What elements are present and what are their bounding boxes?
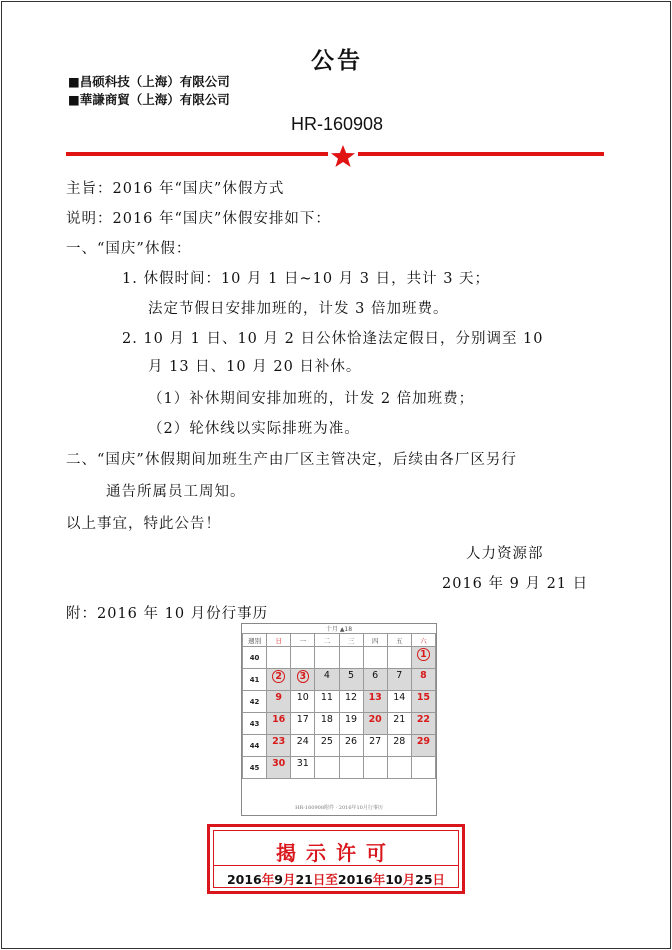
issue-date: 2016 年 9 月 21 日	[442, 576, 589, 592]
calendar-day: 16	[267, 713, 291, 735]
item-1-line-a: 1. 休假时间：10 月 1 日~10 月 3 日，共计 3 天；	[122, 271, 491, 287]
calendar-day: 2	[267, 669, 291, 691]
week-number: 40	[243, 647, 267, 669]
item-1-line-b: 法定节假日安排加班的，计发 3 倍加班费。	[148, 301, 449, 317]
calendar-day	[363, 757, 387, 779]
stamp-title: 揭示许可	[276, 841, 396, 865]
calendar-day: 24	[291, 735, 315, 757]
calendar-week-row	[243, 757, 436, 779]
calendar-day	[387, 647, 411, 669]
calendar-day: 10	[291, 691, 315, 713]
calendar-header-sun: 日	[267, 634, 291, 647]
company-name-2: ■華謙商貿（上海）有限公司	[68, 92, 230, 107]
calendar-day: 17	[291, 713, 315, 735]
calendar-day: 21	[387, 713, 411, 735]
explain-line: 说明：2016 年“国庆”休假安排如下：	[66, 211, 331, 227]
calendar-week-row	[243, 691, 436, 713]
calendar-day	[339, 647, 363, 669]
section-2-line-b: 通告所属员工周知。	[106, 484, 246, 500]
red-rule-right	[358, 152, 604, 156]
stamp-inner-border	[213, 830, 459, 888]
calendar-day: 19	[339, 713, 363, 735]
calendar-day: 26	[339, 735, 363, 757]
calendar-day: 8	[411, 669, 435, 691]
calendar-day: 31	[291, 757, 315, 779]
section-2-line-a: 二、“国庆”休假期间加班生产由厂区主管决定，后续由各厂区另行	[66, 452, 517, 468]
week-number: 43	[243, 713, 267, 735]
calendar-day	[363, 647, 387, 669]
item-2-line-b: 月 13 日、10 月 20 日补休。	[148, 359, 362, 375]
subject-line: 主旨：2016 年“国庆”休假方式	[66, 181, 285, 197]
calendar-day: 11	[315, 691, 339, 713]
week-number: 45	[243, 757, 267, 779]
notice-page	[1, 1, 671, 949]
calendar-day: 28	[387, 735, 411, 757]
document-number: HR-160908	[290, 114, 384, 134]
calendar-header-thu: 四	[363, 634, 387, 647]
posting-permit-stamp	[207, 824, 465, 894]
stamp-date-range: 2016年9月21日至2016年10月25日	[226, 872, 446, 887]
calendar-table	[242, 624, 436, 779]
calendar-day	[291, 647, 315, 669]
calendar-week-row	[243, 647, 436, 669]
calendar-day: 18	[315, 713, 339, 735]
red-star-icon	[329, 144, 357, 168]
calendar-footer: HR-160908附件 · 2016年10月行事历	[295, 805, 383, 811]
calendar-header-week: 週別	[243, 634, 267, 647]
calendar-header-fri: 五	[387, 634, 411, 647]
calendar-header-sat: 六	[411, 634, 435, 647]
calendar-day: 30	[267, 757, 291, 779]
calendar-day: 23	[267, 735, 291, 757]
calendar-day: 15	[411, 691, 435, 713]
calendar-day: 22	[411, 713, 435, 735]
calendar-day	[267, 647, 291, 669]
calendar-week-row	[243, 669, 436, 691]
week-number: 42	[243, 691, 267, 713]
attachment-line: 附：2016 年 10 月份行事历	[66, 606, 269, 622]
section-1-heading: 一、“国庆”休假：	[66, 241, 192, 257]
calendar-day: 6	[363, 669, 387, 691]
calendar-day: 13	[363, 691, 387, 713]
calendar-day: 7	[387, 669, 411, 691]
calendar-day: 29	[411, 735, 435, 757]
calendar-day	[315, 757, 339, 779]
calendar-week-row	[243, 713, 436, 735]
calendar-day: 9	[267, 691, 291, 713]
closing-line: 以上事宜，特此公告！	[66, 516, 221, 532]
week-number: 44	[243, 735, 267, 757]
company-name-1: ■昌硕科技（上海）有限公司	[68, 74, 230, 89]
red-rule-left	[66, 152, 328, 156]
item-2-line-a: 2. 10 月 1 日、10 月 2 日公休恰逢法定假日，分别调至 10	[122, 331, 544, 347]
calendar-day: 4	[315, 669, 339, 691]
calendar-week-row	[243, 735, 436, 757]
calendar-day	[411, 757, 435, 779]
calendar-month-label: 十月 ▲18	[325, 626, 353, 633]
page-title: 公告	[311, 48, 363, 74]
calendar-header-tue: 二	[315, 634, 339, 647]
calendar-day: 5	[339, 669, 363, 691]
calendar-day: 1	[411, 647, 435, 669]
calendar-day: 27	[363, 735, 387, 757]
calendar-day	[339, 757, 363, 779]
calendar-day: 20	[363, 713, 387, 735]
october-calendar	[241, 623, 437, 816]
issuing-department: 人力资源部	[466, 546, 544, 562]
calendar-day: 25	[315, 735, 339, 757]
calendar-day	[315, 647, 339, 669]
calendar-day: 3	[291, 669, 315, 691]
item-2-sub-2: （2）轮休线以实际排班为准。	[148, 421, 360, 437]
calendar-header-wed: 三	[339, 634, 363, 647]
item-2-sub-1: （1）补休期间安排加班的，计发 2 倍加班费；	[148, 391, 475, 407]
calendar-day: 12	[339, 691, 363, 713]
calendar-day: 14	[387, 691, 411, 713]
week-number: 41	[243, 669, 267, 691]
calendar-day	[387, 757, 411, 779]
stamp-divider	[214, 865, 458, 866]
calendar-header-mon: 一	[291, 634, 315, 647]
